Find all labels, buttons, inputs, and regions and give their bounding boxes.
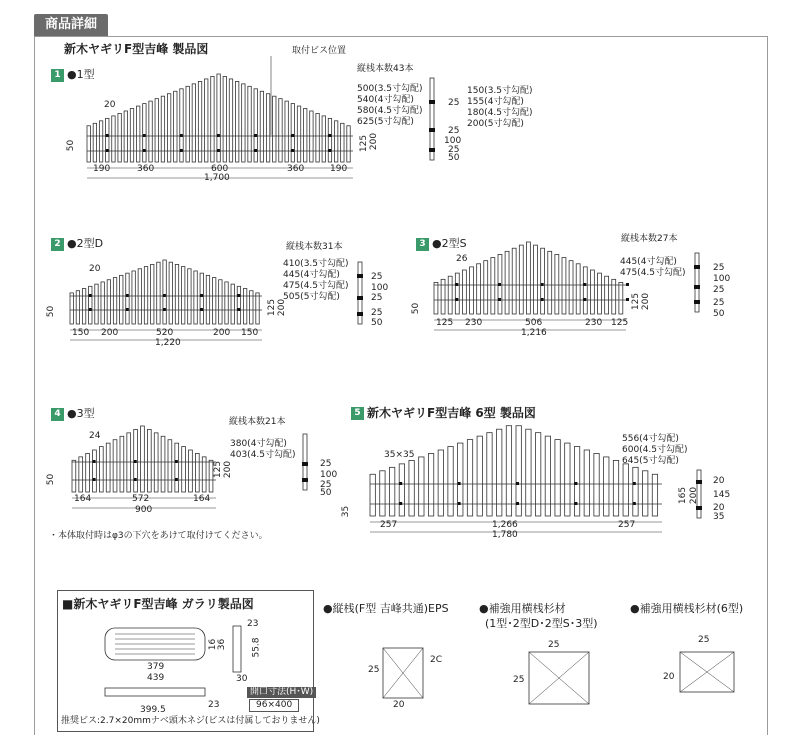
model-1-post bbox=[430, 78, 434, 160]
screw-note: 推奨ビス:2.7×20mmナベ頭木ネジ(ビスは付属しておりません) bbox=[61, 716, 320, 726]
model-1-name: ●1型 bbox=[67, 68, 95, 81]
model-3-count: 縦桟本数27本 bbox=[621, 234, 678, 244]
model-2-slat bbox=[219, 280, 222, 324]
model-5-slat bbox=[467, 440, 472, 516]
model-5-slat bbox=[419, 457, 424, 516]
model-2-slat bbox=[157, 262, 160, 324]
model-5-slat bbox=[623, 464, 628, 516]
model-1-slat bbox=[279, 99, 282, 162]
model-1-post-dot bbox=[429, 100, 435, 104]
model-5-slat bbox=[428, 453, 433, 516]
model-3-slat bbox=[583, 267, 587, 314]
model-3-slat bbox=[455, 273, 459, 314]
model-3-slat bbox=[576, 264, 580, 314]
model-3-screw bbox=[626, 298, 629, 301]
model-1-slat bbox=[161, 96, 164, 162]
model-5-slat bbox=[487, 433, 492, 516]
model-3-heights: 445(4寸勾配) 475(4.5寸勾配) bbox=[620, 257, 686, 278]
model-2-slat bbox=[175, 264, 178, 324]
model-4-label: 4 ●3型 bbox=[51, 405, 95, 421]
model-3-screw bbox=[455, 298, 458, 301]
height-item: 580(4.5寸勾配) bbox=[357, 106, 423, 116]
rdim: 25 bbox=[448, 145, 460, 155]
part-3-title: ●補強用横桟杉材(6型) bbox=[630, 602, 744, 615]
model-1-screw bbox=[180, 134, 183, 137]
model-1-slat bbox=[310, 111, 313, 162]
model-1-slat bbox=[229, 79, 232, 162]
model-3-slat bbox=[555, 254, 559, 314]
model-1-screw bbox=[291, 149, 294, 152]
model-1-slat bbox=[106, 118, 109, 162]
model-1-rail-heights bbox=[467, 86, 533, 130]
model-5-slat bbox=[438, 450, 443, 516]
model-1-slat bbox=[297, 106, 300, 162]
model-4-slat bbox=[168, 440, 172, 492]
section-tab: 商品詳細 bbox=[34, 14, 108, 36]
dim: 360 bbox=[137, 164, 155, 174]
model-5-slat bbox=[594, 453, 599, 516]
model-5-screw bbox=[633, 502, 636, 505]
model-4-slat bbox=[175, 443, 179, 492]
model-2-slat bbox=[120, 275, 123, 324]
model-4-screw bbox=[93, 460, 96, 463]
model-1-top-dim: 20 bbox=[104, 100, 116, 110]
rdim: 100 bbox=[444, 136, 462, 146]
mounting-note: ・本体取付時はφ3の下穴をあけて取付けてください。 bbox=[49, 531, 268, 541]
model-3-slat bbox=[541, 248, 545, 314]
model-5-screw bbox=[516, 502, 519, 505]
model-4-slat bbox=[147, 429, 151, 492]
model-2-slat bbox=[237, 286, 240, 324]
model-5-slat bbox=[380, 471, 385, 516]
model-2-slat bbox=[126, 273, 129, 324]
model-5-slat bbox=[497, 429, 502, 516]
model-2-slat bbox=[256, 293, 259, 324]
model-5-post-dot bbox=[696, 506, 702, 510]
model-2-slat bbox=[89, 286, 92, 324]
rdim: 25 bbox=[448, 98, 460, 108]
model-3-slat bbox=[605, 276, 609, 314]
model-3-slat bbox=[491, 258, 495, 314]
model-2-screw bbox=[89, 308, 92, 311]
model-3-post-dot bbox=[694, 265, 700, 269]
model-5-slat bbox=[584, 450, 589, 516]
model-3-label: 3 ●2型S bbox=[416, 235, 467, 251]
model-4-slat bbox=[99, 447, 103, 492]
model-1-slat bbox=[112, 116, 115, 162]
model-5-post-dot bbox=[696, 480, 702, 484]
model-1-slat bbox=[155, 99, 158, 162]
model-1-slat bbox=[304, 109, 307, 162]
part-2-sub: (1型･2型D･2型S･3型) bbox=[485, 617, 598, 630]
model-2-screw bbox=[237, 294, 240, 297]
model-4-slat bbox=[161, 436, 165, 492]
model-1-slat bbox=[322, 116, 325, 162]
model-3-slat bbox=[590, 270, 594, 314]
model-2-heights: 410(3.5寸勾配) 445(4寸勾配) 475(4.5寸勾配) 505(5寸勾配) bbox=[283, 259, 349, 302]
model-1-slat bbox=[192, 84, 195, 162]
model-2-slat bbox=[70, 293, 73, 324]
model-5-slat bbox=[555, 440, 560, 516]
total-width: 1,700 bbox=[204, 173, 230, 183]
model-1-slat bbox=[211, 76, 214, 162]
main-title: 新木ヤギリF型吉峰 製品図 bbox=[64, 42, 209, 56]
model-1-left-dim: 50 bbox=[66, 139, 77, 152]
model-3-slat bbox=[562, 258, 566, 314]
model-3-post-dot bbox=[694, 300, 700, 304]
rdim: 50 bbox=[448, 153, 460, 163]
model-3-slat bbox=[519, 245, 523, 314]
model-3-screw bbox=[583, 283, 586, 286]
model-2-slat bbox=[212, 278, 215, 324]
opening-label: 開口寸法(H･W) bbox=[247, 687, 316, 698]
dim: 600 bbox=[211, 164, 229, 174]
model-3-slat bbox=[448, 276, 452, 314]
part-2-title: ●補強用横桟杉材 bbox=[479, 602, 566, 615]
model-2-slat bbox=[151, 264, 154, 324]
model-4-slat bbox=[182, 447, 186, 492]
dim: 190 bbox=[330, 164, 348, 174]
model-1-slat bbox=[285, 101, 288, 162]
model-1-screw bbox=[106, 149, 109, 152]
model-1-slat bbox=[235, 81, 238, 162]
model-4-slat bbox=[120, 436, 124, 492]
model-5-slat bbox=[633, 467, 638, 516]
model-4-slat bbox=[93, 450, 97, 492]
model-1-slat bbox=[87, 126, 90, 162]
model-5-slat bbox=[652, 474, 657, 516]
model-3-screw bbox=[541, 283, 544, 286]
model-2-screw bbox=[163, 308, 166, 311]
model-1-slat bbox=[198, 81, 201, 162]
model-5-slat bbox=[643, 471, 648, 516]
model-4-slat bbox=[189, 450, 193, 492]
model-1-screw bbox=[291, 134, 294, 137]
model-4-slat bbox=[72, 460, 76, 492]
model-1-slat bbox=[205, 79, 208, 162]
model-3-slat bbox=[612, 279, 616, 314]
model-1-screw bbox=[254, 149, 257, 152]
model-4-slat bbox=[195, 453, 199, 492]
model-2-slat bbox=[169, 262, 172, 324]
garari-title: ■新木ヤギリF型吉峰 ガラリ製品図 bbox=[62, 597, 254, 611]
model-5-screw bbox=[516, 482, 519, 485]
model-5-slat bbox=[409, 460, 414, 516]
model-1-slat bbox=[143, 104, 146, 162]
model-1-slat bbox=[266, 94, 269, 162]
model-2-screw bbox=[200, 294, 203, 297]
model-5-screw bbox=[633, 482, 636, 485]
model-5-screw bbox=[574, 502, 577, 505]
model-2-slat bbox=[163, 260, 166, 324]
model-1-slat bbox=[217, 74, 220, 162]
model-2-slat bbox=[200, 273, 203, 324]
model-5-slat bbox=[389, 467, 394, 516]
model-1-heights bbox=[357, 84, 423, 128]
height-item: 155(4寸勾配) bbox=[467, 97, 524, 107]
model-2-slat bbox=[132, 271, 135, 324]
rdim: 25 bbox=[448, 126, 460, 136]
model-2-screw bbox=[89, 294, 92, 297]
model-1-post-dot bbox=[429, 148, 435, 152]
model-1-slat bbox=[149, 101, 152, 162]
model-5-slat bbox=[370, 474, 375, 516]
model-3-slat bbox=[526, 242, 530, 314]
model-1-number: 1 bbox=[51, 69, 64, 82]
height-item: 180(4.5寸勾配) bbox=[467, 108, 533, 118]
model-2-screw bbox=[163, 294, 166, 297]
model-3-slat bbox=[462, 270, 466, 314]
model-2-slat bbox=[113, 278, 116, 324]
model-5-slat bbox=[506, 426, 511, 516]
model-1-screw bbox=[217, 134, 220, 137]
model-1-slat bbox=[99, 121, 102, 162]
model-3-slat bbox=[441, 279, 445, 314]
model-1-post-dot bbox=[429, 128, 435, 132]
model-1-screw bbox=[254, 134, 257, 137]
model-4-slat bbox=[141, 426, 145, 492]
model-4-slat bbox=[113, 440, 117, 492]
model-3-screw bbox=[583, 298, 586, 301]
model-1-slat bbox=[242, 84, 245, 162]
model-3-screw bbox=[498, 298, 501, 301]
model-1-slat bbox=[334, 121, 337, 162]
model-3-slat bbox=[569, 261, 573, 314]
model-4-slat bbox=[127, 433, 131, 492]
model-3-slat bbox=[598, 273, 602, 314]
height-item: 625(5寸勾配) bbox=[357, 117, 414, 127]
model-5-slat bbox=[458, 443, 463, 516]
model-1-slat bbox=[93, 123, 96, 162]
model-1-side-200: 200 bbox=[369, 132, 380, 151]
model-2-slat bbox=[101, 282, 104, 324]
model-1-slat bbox=[328, 118, 331, 162]
model-2-slat bbox=[231, 284, 234, 324]
model-4-slat bbox=[154, 433, 158, 492]
model-3-slat bbox=[619, 282, 623, 314]
model-5-slat bbox=[613, 460, 618, 516]
model-4-screw bbox=[134, 460, 137, 463]
model-1-slat bbox=[130, 109, 133, 162]
height-item: 540(4寸勾配) bbox=[357, 95, 414, 105]
model-5-slat bbox=[604, 457, 609, 516]
dim: 360 bbox=[287, 164, 305, 174]
height-item: 150(3.5寸勾配) bbox=[467, 86, 533, 96]
model-2-slat bbox=[107, 280, 110, 324]
model-2-screw bbox=[237, 308, 240, 311]
model-2-slat bbox=[95, 284, 98, 324]
model-4-slat bbox=[106, 443, 110, 492]
model-2-left-dim: 50 bbox=[46, 305, 57, 318]
model-1-slat bbox=[167, 94, 170, 162]
model-1-slat bbox=[316, 113, 319, 162]
model-2-slat bbox=[225, 282, 228, 324]
model-1-slat bbox=[347, 126, 350, 162]
model-4-screw bbox=[134, 478, 137, 481]
screw-position-label: 取付ビス位置 bbox=[292, 46, 347, 56]
model-2-screw bbox=[126, 294, 129, 297]
model-2-label: 2 ●2型D bbox=[51, 235, 103, 251]
model-3-screw bbox=[498, 283, 501, 286]
model-5-screw bbox=[574, 482, 577, 485]
model-1-slat bbox=[124, 111, 127, 162]
model-5-screw bbox=[458, 502, 461, 505]
model-2-slat bbox=[82, 289, 85, 324]
model-3-slat bbox=[434, 282, 438, 314]
model-2-count: 縦桟本数31本 bbox=[286, 242, 343, 252]
model-3-slat bbox=[477, 264, 481, 314]
model-3-slat bbox=[512, 248, 516, 314]
model-3-slat bbox=[484, 261, 488, 314]
model-2-slat bbox=[181, 267, 184, 324]
model-5-screw bbox=[399, 502, 402, 505]
model-3-screw bbox=[541, 298, 544, 301]
model-1-screw bbox=[106, 134, 109, 137]
model-2-screw bbox=[126, 308, 129, 311]
model-1-count: 縦桟本数43本 bbox=[357, 64, 414, 74]
model-2-post-dot bbox=[357, 296, 363, 300]
opening-value: 96×400 bbox=[249, 699, 299, 712]
model-5-screw bbox=[399, 482, 402, 485]
model-5-label: 5 新木ヤギリF型吉峰 6型 製品図 bbox=[351, 404, 536, 421]
model-1-screw bbox=[328, 149, 331, 152]
model-1-slat bbox=[136, 106, 139, 162]
model-1-slat bbox=[223, 76, 226, 162]
model-4-screw bbox=[175, 478, 178, 481]
model-4-screw bbox=[175, 460, 178, 463]
model-5-slat bbox=[526, 429, 531, 516]
model-5-slat bbox=[574, 447, 579, 516]
model-2-post-dot bbox=[357, 312, 363, 316]
dim: 190 bbox=[93, 164, 111, 174]
model-2-slat bbox=[194, 271, 197, 324]
model-5-slat bbox=[535, 433, 540, 516]
model-1-screw bbox=[328, 134, 331, 137]
model-1-slat bbox=[118, 113, 121, 162]
model-3-slat bbox=[548, 251, 552, 314]
model-1-slat bbox=[341, 123, 344, 162]
model-1-screw bbox=[143, 149, 146, 152]
model-3-screw bbox=[626, 283, 629, 286]
model-4-slat bbox=[86, 453, 90, 492]
model-3-post-dot bbox=[694, 285, 700, 289]
model-2-slat bbox=[206, 275, 209, 324]
height-item: 200(5寸勾配) bbox=[467, 119, 524, 129]
model-5-screw bbox=[458, 482, 461, 485]
model-3-slat bbox=[470, 267, 474, 314]
model-1-screw bbox=[180, 149, 183, 152]
model-5-slat bbox=[565, 443, 570, 516]
model-5-heights: 556(4寸勾配) 600(4.5寸勾配) 645(5寸勾配) bbox=[622, 434, 688, 466]
model-1-side-125: 125 bbox=[359, 134, 370, 153]
model-2-slat bbox=[243, 289, 246, 324]
part-1-title: ●縦桟(F型 吉峰共通)EPS bbox=[323, 602, 449, 615]
model-5-slat bbox=[448, 447, 453, 516]
model-4-heights: 380(4寸勾配) 403(4.5寸勾配) bbox=[230, 439, 296, 460]
model-1-screw bbox=[143, 134, 146, 137]
model-1-slat bbox=[291, 104, 294, 162]
model-3-slat bbox=[505, 251, 509, 314]
model-2-screw bbox=[200, 308, 203, 311]
model-2-top-dim: 20 bbox=[89, 264, 101, 274]
model-2-slat bbox=[144, 267, 147, 324]
model-1-screw bbox=[217, 149, 220, 152]
model-4-screw bbox=[93, 478, 96, 481]
model-2-post-dot bbox=[357, 274, 363, 278]
model-1-slat bbox=[273, 96, 276, 162]
model-4-post-dot bbox=[302, 478, 308, 482]
model-5-slat bbox=[399, 464, 404, 516]
model-4-post-dot bbox=[302, 462, 308, 466]
height-item: 500(3.5寸勾配) bbox=[357, 84, 423, 94]
model-3-slat bbox=[534, 245, 538, 314]
model-3-screw bbox=[455, 283, 458, 286]
